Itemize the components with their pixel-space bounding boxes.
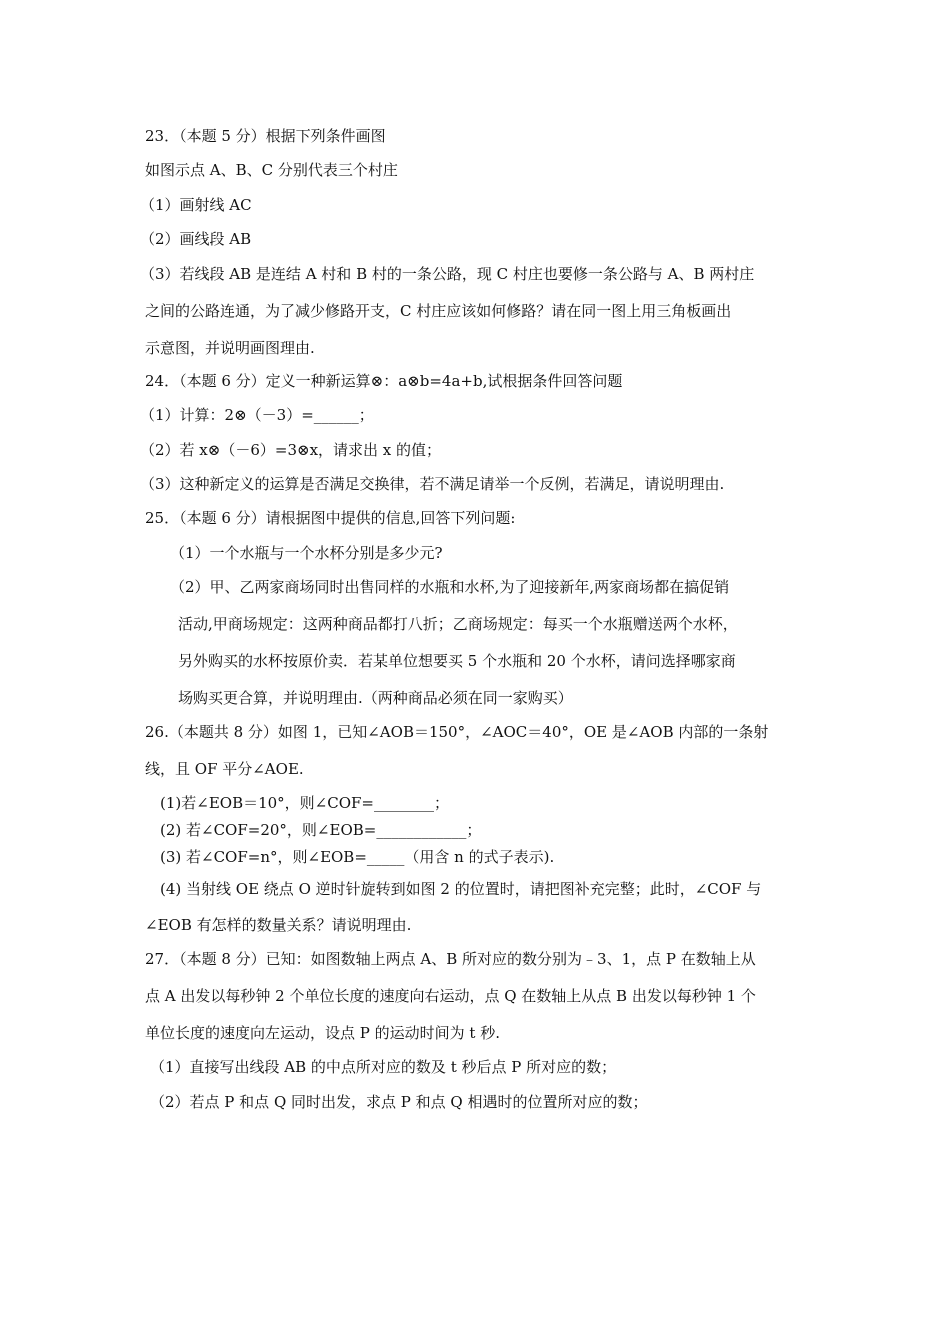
q25-part2-line2: 活动,甲商场规定：这两种商品都打八折；乙商场规定：每买一个水瓶赠送两个水杯， bbox=[178, 615, 738, 633]
q26-part4-line1: (4) 当射线 OE 绕点 O 逆时针旋转到如图 2 的位置时，请把图补充完整；此时，∠COF 与 bbox=[160, 880, 762, 898]
q26-part2: (2) 若∠COF=20°，则∠EOB=____________； bbox=[160, 821, 482, 839]
q24-part1: （1）计算：2⊗（－3）=______； bbox=[140, 406, 374, 424]
q25-part2-line1: （2）甲、乙两家商场同时出售同样的水瓶和水杯,为了迎接新年,两家商场都在搞促销 bbox=[170, 578, 730, 596]
q26-title-line2: 线，且 OF 平分∠AOE. bbox=[145, 760, 304, 778]
q23-intro: 如图示点 A、B、C 分别代表三个村庄 bbox=[145, 161, 398, 179]
q24-part2: （2）若 x⊗（－6）=3⊗x，请求出 x 的值； bbox=[140, 441, 442, 459]
q23-part3-line3: 示意图，并说明画图理由. bbox=[145, 339, 315, 357]
q27-title-line3: 单位长度的速度向左运动，设点 P 的运动时间为 t 秒. bbox=[145, 1024, 500, 1042]
q23-part3-line2: 之间的公路连通，为了减少修路开支，C 村庄应该如何修路？请在同一图上用三角板画出 bbox=[145, 302, 732, 320]
q24-title: 24．（本题 6 分）定义一种新运算⊗：a⊗b=4a+b,试根据条件回答问题 bbox=[145, 372, 623, 390]
q26-title-line1: 26.（本题共 8 分）如图 1，已知∠AOB＝150°，∠AOC＝40°，OE 是∠AOB 内部的一条射 bbox=[145, 723, 769, 741]
q24-part3: （3）这种新定义的运算是否满足交换律，若不满足请举一个反例，若满足，请说明理由. bbox=[140, 475, 725, 493]
q26-part4-line2: ∠EOB 有怎样的数量关系？请说明理由. bbox=[145, 916, 412, 934]
q23-part3-line1: （3）若线段 AB 是连结 A 村和 B 村的一条公路，现 C 村庄也要修一条公路与 A、B 两村庄 bbox=[140, 265, 755, 283]
q26-part1: (1)若∠EOB＝10°，则∠COF=________； bbox=[160, 794, 449, 812]
q23-part1: （1）画射线 AC bbox=[140, 196, 252, 214]
q27-title-line1: 27．（本题 8 分）已知：如图数轴上两点 A、B 所对应的数分别为﹣3、1，点 P 在数轴上从 bbox=[145, 950, 756, 968]
q23-part2: （2）画线段 AB bbox=[140, 230, 252, 248]
q27-part2: （2）若点 P 和点 Q 同时出发，求点 P 和点 Q 相遇时的位置所对应的数； bbox=[150, 1093, 648, 1111]
q25-title: 25．（本题 6 分）请根据图中提供的信息,回答下列问题: bbox=[145, 509, 516, 527]
q27-part1: （1）直接写出线段 AB 的中点所对应的数及 t 秒后点 P 所对应的数； bbox=[150, 1058, 617, 1076]
q25-part2-line3: 另外购买的水杯按原价卖．若某单位想要买 5 个水瓶和 20 个水杯，请问选择哪家商 bbox=[178, 652, 736, 670]
q26-part3: (3) 若∠COF=n°，则∠EOB=_____（用含 n 的式子表示). bbox=[160, 848, 555, 866]
q25-part1: （1）一个水瓶与一个水杯分别是多少元? bbox=[170, 544, 443, 562]
q27-title-line2: 点 A 出发以每秒钟 2 个单位长度的速度向右运动，点 Q 在数轴上从点 B 出发以每秒钟 1 个 bbox=[145, 987, 756, 1005]
q25-part2-line4: 场购买更合算，并说明理由.（两种商品必须在同一家购买） bbox=[178, 689, 573, 707]
q23-title: 23．（本题 5 分）根据下列条件画图 bbox=[145, 127, 386, 145]
